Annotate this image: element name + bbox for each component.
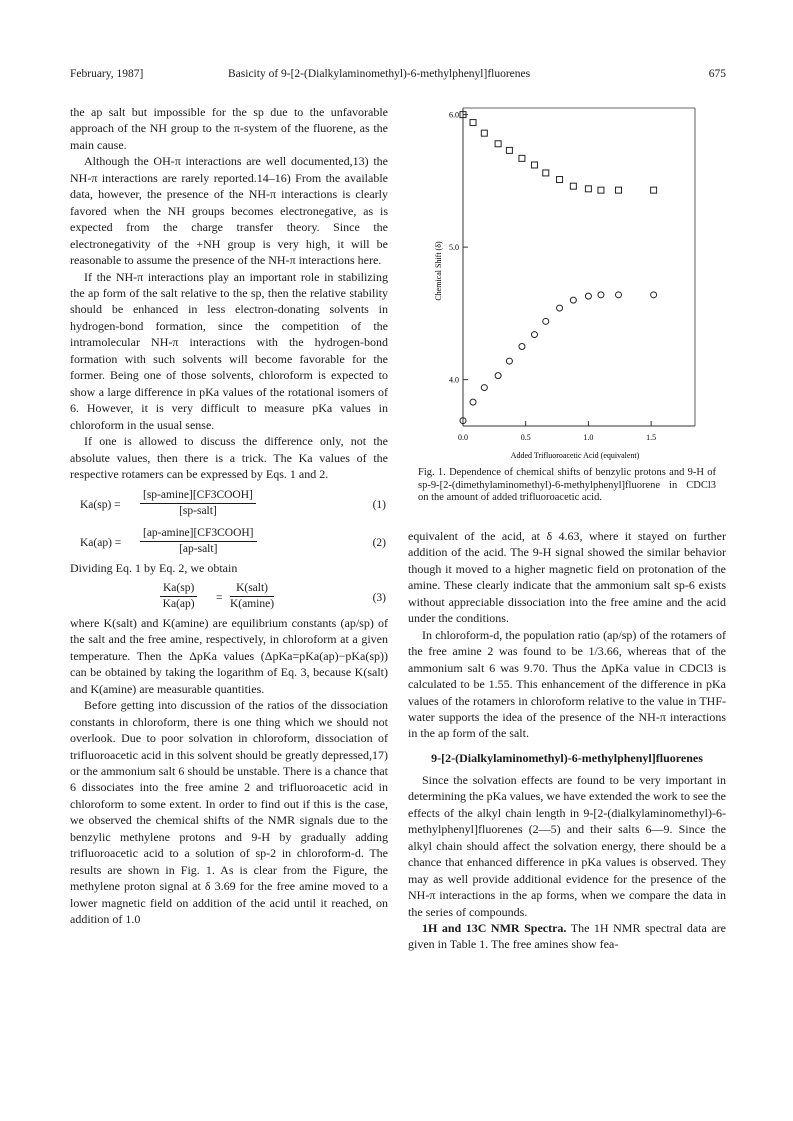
circle-data-point — [519, 344, 525, 350]
equation-number: (1) — [372, 499, 386, 512]
equation-number: (3) — [372, 591, 386, 604]
circle-data-point — [506, 358, 512, 364]
x-tick-label: 0.0 — [458, 433, 468, 442]
equation-fraction — [230, 581, 274, 612]
paragraph: Although the OH-π interactions are well documented,13) the NH-π interactions are rarely reported.14–16) From the available data, however, the presence of the NH-π interactions is clearly favored when the NH groups becomes electronegative, as is expected from the charge transfer theory. Since the electronegativity of the +NH group is very high, it will be reasonable to assume the presence of the NH-π interactions here. — [70, 154, 388, 268]
chart — [415, 96, 725, 466]
equation-1 — [70, 488, 388, 522]
equation-fraction — [140, 526, 257, 557]
circle-data-point — [651, 292, 657, 298]
paragraph: Before getting into discussion of the ratios of the dissociation constants in chloroform, there is one thing which we should not overlook. Due to poor solvation in chloroform, dissociation of trifluoroacetic acid in this solvent should be greatly depressed,17) or the ammonium salt 6 should be unstable. There is a chance that 6 dissociates into the free amine 2 and trifluoroacetic acid in chloroform to some extent. In order to find out if this is the case, we observed the chemical shifts of the NMR signals due to the benzylic methylene protons and 9-H by gradually adding trifluoroacetic acid to a solution of sp-2 in chloroform-d. The results are shown in Fig. 1. As is clear from the Figure, the methylene proton signal at δ 3.69 for the free amine moved to a lower magnetic field on addition of the acid until it reached, on addition of 1.0 — [70, 698, 388, 927]
figure-caption: Fig. 1. Dependence of chemical shifts of benzylic protons and 9-H of sp-9-[2-(dimethylaminomethyl)-6-methylphenyl]fluorene in CDCl3 on the amount of added trifluoroacetic acid. — [418, 467, 716, 503]
page-number: 675 — [708, 68, 726, 80]
running-header — [70, 68, 726, 84]
paragraph: where K(salt) and K(amine) are equilibrium constants (ap/sp) of the salt and the free amine, respectively, in chloroform at a given temperature. Then the ΔpKa values (ΔpKa=pKa(ap)−pKa(sp)) can be obtained by taking the logarithm of Eq. 3, because K(salt) and K(amine) are measurable quantities. — [70, 615, 388, 696]
paragraph: If one is allowed to discuss the difference only, not the absolute values, then there is a trick. The Ka values of the respective rotamers can be expressed by Eqs. 1 and 2. — [70, 434, 388, 481]
square-data-point — [481, 130, 487, 136]
paragraph: In chloroform-d, the population ratio (ap/sp) of the rotamers of the free amine 2 was found to be 1/3.66, whereas that of the ammonium salt 6 was 9.70. Thus the ΔpKa value in CDCl3 is calculated to be 1.55. This enhancement of the difference in pKa values of the rotamers in chloroform relative to the value in THF-water supports the idea of the presence of the NH-π interactions in the ap form of the salt. — [408, 627, 726, 741]
circle-data-point — [616, 292, 622, 298]
paragraph: equivalent of the acid, at δ 4.63, where it stayed on further addition of the acid. The 9-H signal showed the similar behavior though it moved to a higher magnetic field on protonation of the amine. These clearly indicate that the ammonium salt sp-6 exists without appreciable dissociation into the free amine and the acid under the conditions. — [408, 529, 726, 626]
circle-data-point — [585, 293, 591, 299]
left-column — [70, 104, 388, 927]
paragraph: If the NH-π interactions play an important role in stabilizing the ap form of the salt relative to the sp, then the relative stability should be enhanced in less electron-donating solvents in hydrogen-bond formation, since the competition of the intramolecular NH-π interactions with the hydrogen-bond formation with such solvents will become favorable for the former. Being one of those solvents, chloroform is expected to show a large difference in pKa values of the rotational isomers of 6. However, it is very difficult to measure pKa values in chloroform in the usual sense. — [70, 269, 388, 432]
circle-data-point — [543, 318, 549, 324]
y-tick-label: 6.0 — [449, 110, 459, 120]
square-data-point — [557, 177, 563, 183]
header-title: Basicity of 9-[2-(Dialkylaminomethyl)-6-methylphenyl]fluorenes — [228, 68, 531, 80]
paragraph: the ap salt but impossible for the sp due to the unfavorable approach of the NH group to the π-system of the fluorene, as the main cause. — [70, 105, 388, 152]
equation-denominator: [ap-salt] — [179, 543, 218, 556]
equation-number: (2) — [372, 537, 386, 550]
circle-data-point — [495, 373, 501, 379]
paragraph-heading: 1H and 13C NMR Spectra. — [422, 920, 567, 935]
equation-numerator: Ka(sp) — [160, 581, 197, 597]
square-data-point — [531, 162, 537, 168]
equation-lhs: Ka(ap) = — [80, 537, 122, 550]
circle-data-point — [557, 305, 563, 311]
square-data-point — [519, 155, 525, 161]
paragraph — [408, 920, 726, 953]
x-tick-label: 1.0 — [583, 433, 594, 442]
section-title: 9-[2-(Dialkylaminomethyl)-6-methylphenyl]fluorenes — [431, 750, 703, 765]
x-tick-label: 1.5 — [646, 433, 657, 442]
equation-2 — [70, 526, 388, 560]
square-data-point — [495, 141, 501, 147]
equation-lhs: Ka(sp) = — [80, 499, 121, 512]
square-data-point — [543, 170, 549, 176]
y-tick-label: 4.0 — [449, 375, 459, 385]
header-date: February, 1987] — [70, 68, 144, 80]
equation-numerator: K(salt) — [230, 581, 274, 597]
paragraph: Since the solvation effects are found to be very important in determining the pKa values, we have extended the work to see the effects of the alkyl chain length in 9-[2-(dialkylaminomethyl)-6-methylphenyl]fluorenes (2—5) and their salts 6—9. Since the alkyl chain should affect the solvation energy, there should be a chance that enhanced difference in pKa values is observed. They may as well provide additional evidence for the presence of the NH-π interactions in the ap forms, when we compare the data in the series of compounds. — [408, 772, 726, 919]
equation-denominator: Ka(ap) — [162, 597, 195, 610]
square-data-point — [585, 186, 591, 192]
right-column — [408, 528, 726, 953]
equals-sign: = — [216, 591, 223, 604]
equation-3 — [70, 581, 388, 615]
square-data-point — [651, 187, 657, 193]
circle-data-point — [531, 332, 537, 338]
equation-numerator: [sp-amine][CF3COOH] — [140, 488, 256, 504]
square-data-point — [598, 187, 604, 193]
equation-denominator: K(amine) — [230, 597, 275, 610]
equation-fraction — [160, 581, 197, 612]
circle-data-point — [598, 292, 604, 298]
y-axis-label: Chemical Shift (δ) — [434, 241, 443, 301]
square-data-point — [616, 187, 622, 193]
square-data-point — [470, 120, 476, 126]
x-tick-label: 0.5 — [520, 433, 531, 442]
x-axis-label: Added Trifluoroacetic Acid (equivalent) — [510, 451, 640, 460]
paragraph-text: The 1H NMR spectral data are given in Table 1. The free amines show fea- — [408, 920, 726, 952]
paragraph: Dividing Eq. 1 by Eq. 2, we obtain — [70, 561, 238, 576]
equation-numerator: [ap-amine][CF3COOH] — [140, 526, 257, 542]
equation-denominator: [sp-salt] — [179, 505, 217, 518]
square-data-point — [506, 147, 512, 153]
circle-data-point — [570, 297, 576, 303]
square-data-point — [570, 183, 576, 189]
circle-data-point — [481, 385, 487, 391]
circle-data-point — [470, 399, 476, 405]
y-tick-label: 5.0 — [449, 243, 459, 253]
equation-fraction — [140, 488, 256, 519]
